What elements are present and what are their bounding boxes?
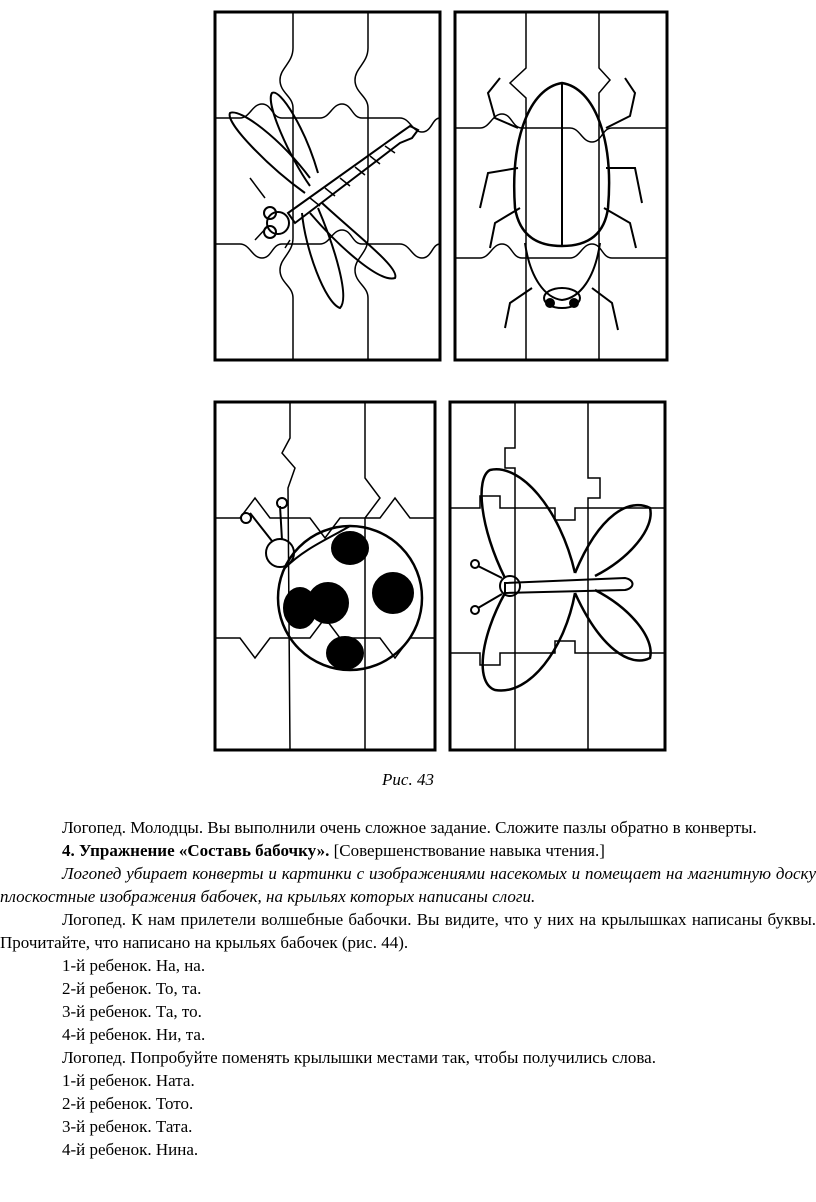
dialogue-line: Логопед. Попробуйте поменять крылышки местами так, чтобы получились слова. xyxy=(62,1048,656,1067)
dialogue-line: 3-й ребенок. Тата. xyxy=(62,1117,193,1136)
dragonfly-puzzle xyxy=(215,12,440,360)
dialogue-line: 2-й ребенок. То, та. xyxy=(62,979,202,998)
dialogue-line: 1-й ребенок. На, на. xyxy=(62,956,206,975)
paragraph-3: Логопед убирает конверты и картинки с изображениями насекомых и помещает на магнитную доску плоскостные изображения бабочек, на крыльях которых написаны слоги. xyxy=(0,864,816,906)
paragraph-1: Логопед. Молодцы. Вы выполнили очень сложное задание. Сложите пазлы обратно в конверты. xyxy=(62,818,757,837)
dialogue-line: 4-й ребенок. Ни, та. xyxy=(62,1025,206,1044)
dialogue-line: 4-й ребенок. Нина. xyxy=(62,1140,199,1159)
body-text xyxy=(0,816,816,1161)
figure-43 xyxy=(210,8,670,760)
dialogue-line: 3-й ребенок. Та, то. xyxy=(62,1002,202,1021)
dialogue-line: 2-й ребенок. Тото. xyxy=(62,1094,194,1113)
paragraph-4: Логопед. К нам прилетели волшебные бабочки. Вы видите, что у них на крылышках написаны буквы. Прочитайте, что написано на крыльях бабочек (рис. 44). xyxy=(0,910,816,952)
butterfly-puzzle xyxy=(450,402,665,750)
figure-caption: Рис. 43 xyxy=(382,770,434,789)
exercise-goal: [Совершенствование навыка чтения.] xyxy=(329,841,605,860)
exercise-title: 4. Упражнение «Составь бабочку». xyxy=(62,841,330,860)
paragraph-2 xyxy=(0,839,816,862)
ladybug-puzzle xyxy=(215,402,435,750)
dialogue-line: 1-й ребенок. Ната. xyxy=(62,1071,195,1090)
beetle-puzzle xyxy=(455,12,667,360)
